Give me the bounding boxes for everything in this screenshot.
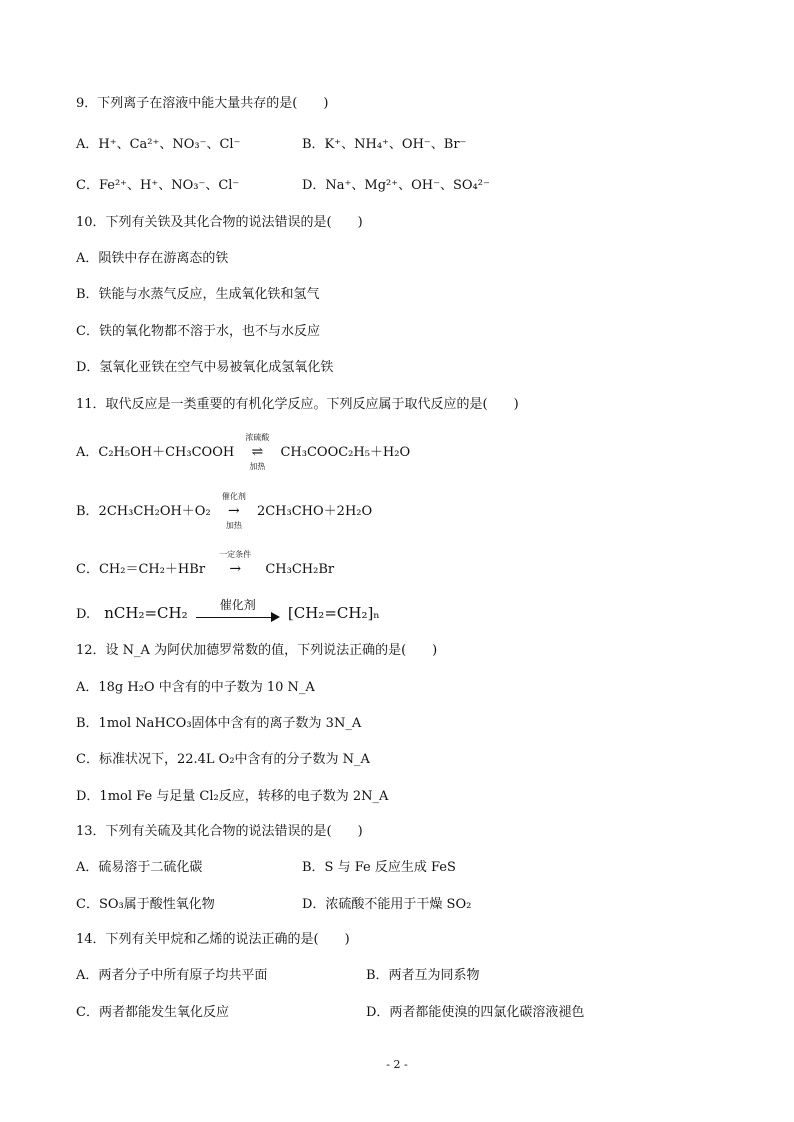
q11-option-d (76, 597, 380, 624)
q9-option-c: C．Fe²⁺、H⁺、NO₃⁻、Cl⁻ (76, 178, 240, 193)
q11-option-c (76, 550, 335, 579)
q11-b-reactants: B．2CH₃CH₂OH＋O₂ (76, 504, 211, 519)
q11-c-condition (219, 550, 252, 579)
q14-option-a: A．两者分子中所有原子均共平面 (76, 968, 268, 983)
q11-a-condition (241, 433, 273, 471)
q10-option-d: D．氢氧化亚铁在空气中易被氧化成氢氧化铁 (76, 360, 334, 375)
q13-stem: 13．下列有关硫及其化合物的说法错误的是( ) (76, 824, 363, 839)
q9-option-a: A．H⁺、Ca²⁺、NO₃⁻、Cl⁻ (76, 137, 241, 152)
q12-option-d: D．1mol Fe 与足量 Cl₂反应，转移的电子数为 2N_A (76, 789, 389, 804)
right-arrow-icon: → (229, 561, 242, 577)
q12-option-c: C．标准状况下，22.4L O₂中含有的分子数为 N_A (76, 752, 370, 767)
q11-c-condition-text: 一定条件 (219, 550, 252, 559)
q14-stem: 14．下列有关甲烷和乙烯的说法正确的是( ) (76, 932, 350, 947)
q14-option-d: D．两者都能使溴的四氯化碳溶液褪色 (366, 1005, 585, 1020)
q11-b-products: 2CH₃CHO＋2H₂O (256, 504, 373, 519)
q11-b-condition (218, 492, 250, 530)
q13-option-b: B．S 与 Fe 反应生成 FeS (302, 860, 456, 875)
q13-option-c: C．SO₃属于酸性氧化物 (76, 897, 215, 912)
q11-option-b (76, 492, 373, 530)
q11-a-reactants: A．C₂H₅OH＋CH₃COOH (76, 445, 235, 460)
q11-a-catalyst: 浓硫酸 (245, 433, 270, 442)
page-number: - 2 - (386, 1058, 408, 1071)
q12-option-b: B．1mol NaHCO₃固体中含有的离子数为 3N_A (76, 716, 362, 731)
q9-stem: 9．下列离子在溶液中能大量共存的是( ) (76, 96, 329, 111)
q10-option-a: A．陨铁中存在游离态的铁 (76, 251, 229, 266)
q11-a-products: CH₃COOC₂H₅＋H₂O (280, 445, 411, 460)
q11-b-heat: 加热 (225, 521, 242, 530)
q11-c-products: CH₃CH₂Br (265, 562, 335, 577)
q13-option-a: A．硫易溶于二硫化碳 (76, 860, 203, 875)
q11-d-reactants: nCH₂=CH₂ (104, 604, 188, 622)
q11-d-catalyst: 催化剂 (219, 597, 256, 612)
q11-d-condition (196, 597, 280, 624)
q10-option-c: C．铁的氧化物都不溶于水，也不与水反应 (76, 324, 320, 339)
q11-c-reactants: C．CH₂＝CH₂＋HBr (76, 562, 206, 577)
q11-a-heat: 加热 (249, 462, 266, 471)
q11-d-products: [CH₂=CH₂]ₙ (287, 604, 380, 622)
q13-option-d: D．浓硫酸不能用于干燥 SO₂ (302, 897, 472, 912)
arrow-shaft (196, 617, 272, 618)
q9-option-d: D．Na⁺、Mg²⁺、OH⁻、SO₄²⁻ (302, 178, 490, 193)
q10-option-b: B．铁能与水蒸气反应，生成氧化铁和氢气 (76, 287, 320, 302)
q11-stem: 11．取代反应是一类重要的有机化学反应。下列反应属于取代反应的是( ) (76, 397, 519, 412)
q11-d-label: D. (76, 607, 91, 622)
q14-option-c: C．两者都能发生氧化反应 (76, 1005, 229, 1020)
q11-b-catalyst: 催化剂 (221, 492, 246, 501)
q11-option-a (76, 433, 411, 471)
q12-option-a: A．18g H₂O 中含有的中子数为 10 N_A (76, 680, 315, 695)
q12-stem: 12．设 N_A 为阿伏加德罗常数的值，下列说法正确的是( ) (76, 643, 438, 658)
arrow-head-icon (271, 612, 280, 622)
right-arrow-icon: → (227, 503, 240, 519)
q14-option-b: B．两者互为同系物 (366, 968, 480, 983)
q10-stem: 10．下列有关铁及其化合物的说法错误的是( ) (76, 215, 363, 230)
q9-option-b: B．K⁺、NH₄⁺、OH⁻、Br⁻ (302, 137, 467, 152)
equilibrium-arrow-icon: ⇌ (251, 444, 264, 460)
